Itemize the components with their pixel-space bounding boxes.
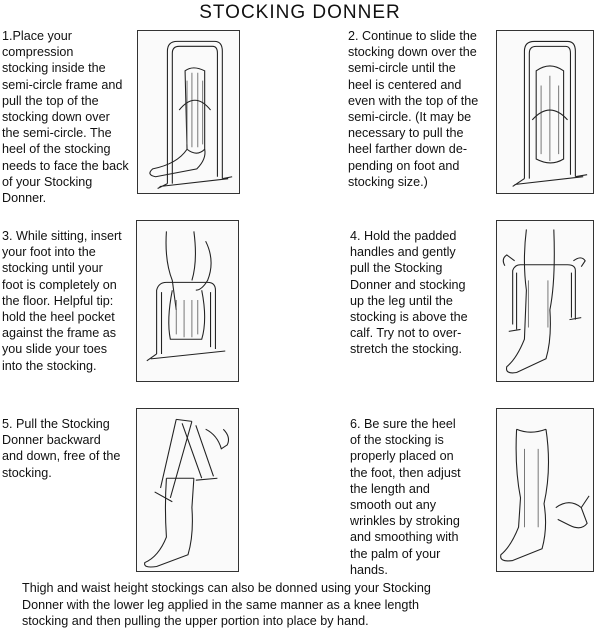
smoothing-stocking-image bbox=[497, 409, 593, 571]
removing-donner-image bbox=[137, 409, 238, 571]
donner-frame-stocking-image bbox=[138, 31, 239, 193]
pulling-up-leg-image bbox=[497, 221, 593, 381]
step-3-illustration bbox=[136, 220, 239, 382]
donner-frame-stocking-down-image bbox=[497, 31, 593, 193]
footer-note: Thigh and waist height stockings can also be donned using your Stocking Donner with the lower leg applied in the same manner as a knee length stocking and then pulling the upper portion into place by hand. bbox=[22, 581, 431, 628]
step-5-text: 5. Pull the Stocking Donner backward and down, free of the stocking. bbox=[2, 417, 121, 480]
step-5-illustration bbox=[136, 408, 239, 572]
step-6-text: 6. Be sure the heel of the stocking is properly placed on the foot, then adjust the length and smooth out any wrinkles by stroking and smoothing with the palm of your hands. bbox=[350, 417, 461, 577]
step-4-illustration bbox=[496, 220, 594, 382]
step-3-text: 3. While sitting, insert your foot into the stocking until your foot is completely on the floor. Helpful tip: hold the heel pocket against the frame as you slide your toes into the stocking. bbox=[2, 229, 122, 373]
step-4-text: 4. Hold the padded handles and gently pull the Stocking Donner and stocking up the leg until the stocking is above the calf. Try not to over- stretch the stocking. bbox=[350, 229, 468, 357]
foot-inserting-image bbox=[137, 221, 238, 381]
step-1-text: 1.Place your compression stocking inside the semi-circle frame and pull the top of the stocking down over the semi-circle. The heel of the stocking needs to face the back of your Stocking Donner. bbox=[2, 29, 129, 206]
step-2-text: 2. Continue to slide the stocking down over the semi-circle until the heel is centered and even with the top of the semi-circle. (It may be necessary to pull the heel farther down de- pending on foot and stocking size.) bbox=[348, 29, 479, 189]
step-1-illustration bbox=[137, 30, 240, 194]
step-6-illustration bbox=[496, 408, 594, 572]
page-title: STOCKING DONNER bbox=[199, 2, 401, 23]
step-2-illustration bbox=[496, 30, 594, 194]
